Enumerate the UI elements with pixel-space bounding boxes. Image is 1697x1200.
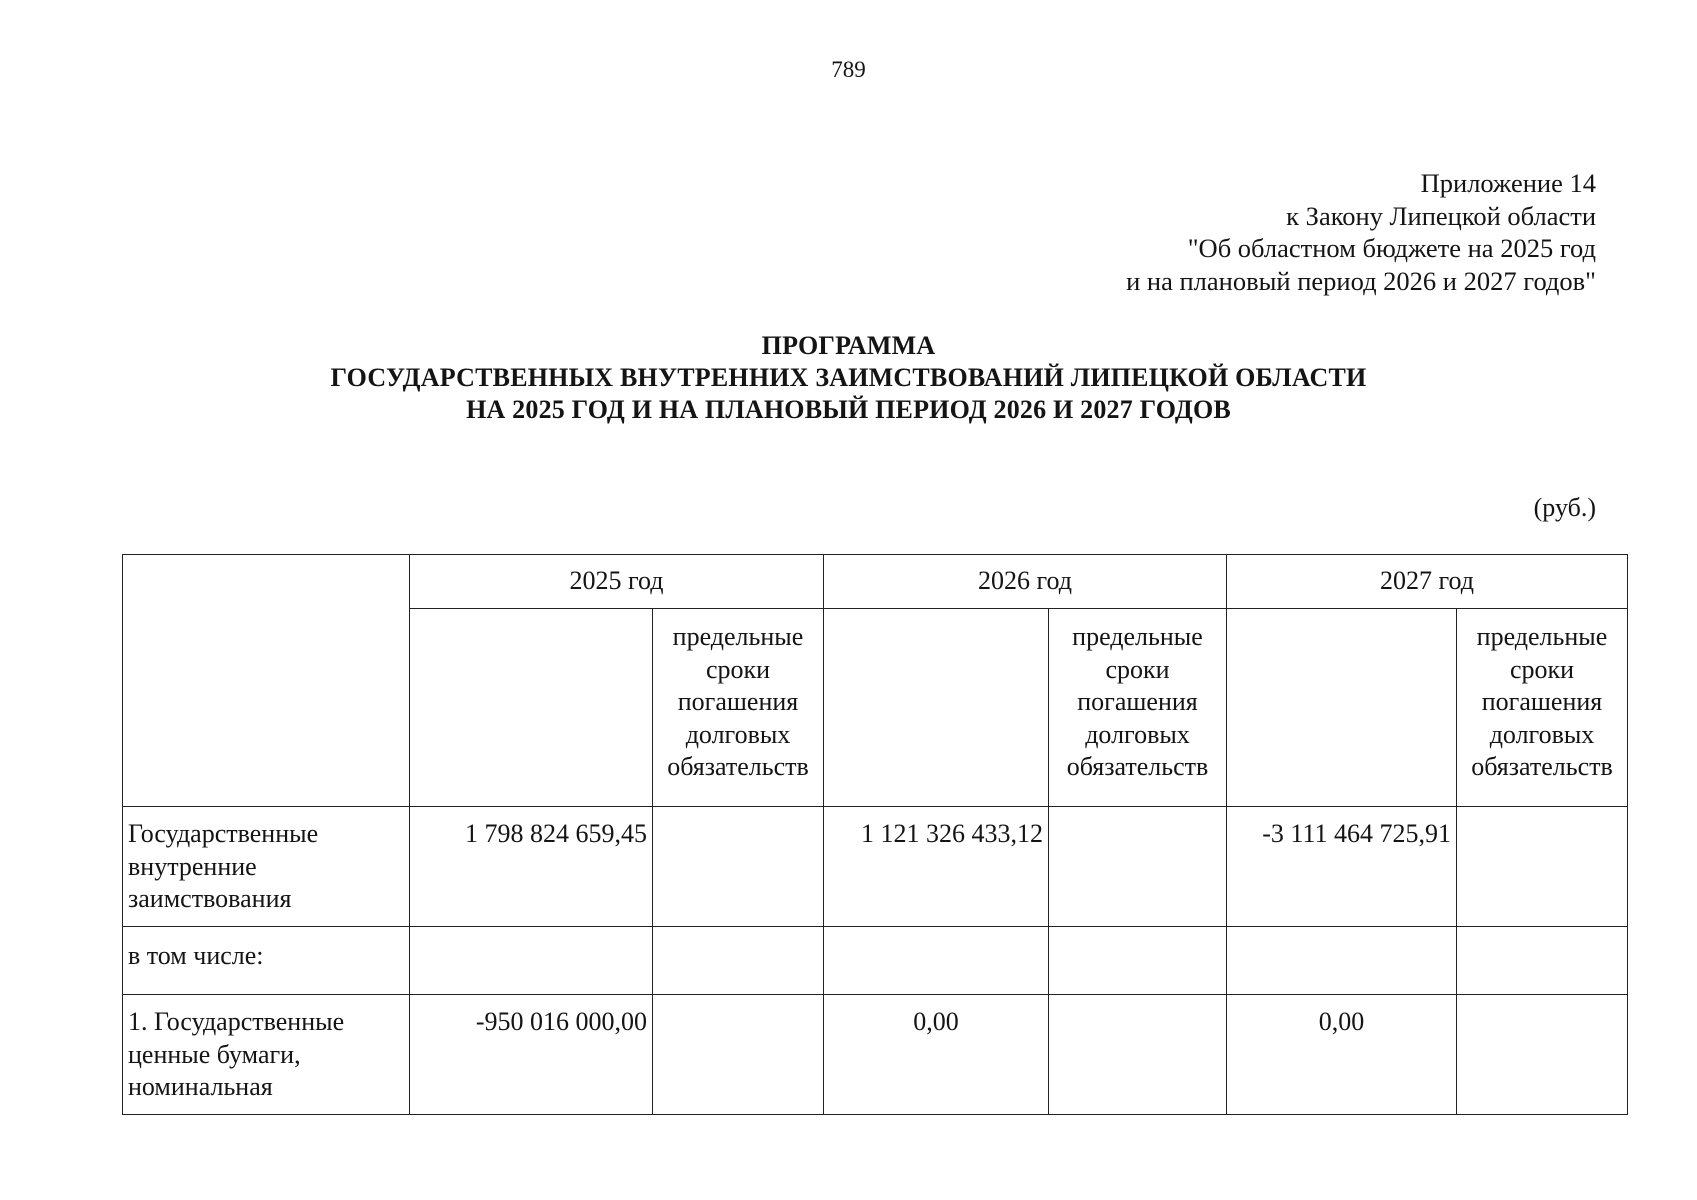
term-2026	[1049, 807, 1227, 927]
term-header-line: долговых	[685, 719, 791, 749]
term-2027	[1457, 927, 1628, 995]
term-header-line: долговых	[1085, 719, 1190, 749]
row-label-line: внутренние	[128, 851, 257, 881]
header-empty-cell	[123, 555, 410, 807]
term-header-line: обязательств	[1471, 752, 1613, 781]
amount-header-cell	[1227, 609, 1457, 807]
table-row	[123, 807, 1628, 927]
row-label-line: номинальная	[128, 1072, 273, 1101]
row-label-line: 1. Государственные	[128, 1007, 345, 1036]
table-row	[123, 927, 1628, 995]
appendix-line: Приложение 14	[1420, 168, 1596, 198]
amount-2026: 1 121 326 433,12	[824, 807, 1049, 927]
appendix-line: "Об областном бюджете на 2025 год	[1187, 233, 1596, 263]
appendix-line: к Закону Липецкой области	[1286, 200, 1596, 231]
row-label-line: в том числе:	[128, 941, 264, 970]
term-header-line: предельные	[1476, 622, 1608, 651]
year-header-2026: 2026 год	[824, 555, 1227, 609]
term-2027	[1457, 995, 1628, 1115]
term-2025	[653, 807, 824, 927]
term-header-line: сроки	[1105, 654, 1170, 684]
page-number: 789	[831, 57, 866, 82]
year-header-2027: 2027 год	[1227, 555, 1628, 609]
term-header-line: погашения	[1077, 687, 1198, 716]
table-header-years	[123, 555, 1628, 609]
term-2026	[1049, 995, 1227, 1115]
row-label-line: ценные бумаги,	[128, 1039, 301, 1069]
currency-units: (руб.)	[1533, 493, 1596, 522]
amount-2025: 1 798 824 659,45	[410, 807, 653, 927]
term-header-cell	[653, 609, 824, 807]
appendix-reference	[1126, 167, 1596, 297]
amount-2027: 0,00	[1227, 995, 1457, 1115]
borrowings-table	[122, 554, 1628, 1115]
row-label	[123, 927, 410, 995]
term-header-line: обязательств	[1066, 752, 1209, 781]
term-2026	[1049, 927, 1227, 995]
amount-2027	[1227, 927, 1457, 995]
term-header-line: предельные	[672, 622, 804, 651]
table-row	[123, 995, 1628, 1115]
title-line: ГОСУДАРСТВЕННЫХ ВНУТРЕННИХ ЗАИМСТВОВАНИЙ ЛИПЕЦКОЙ ОБЛАСТИ	[330, 363, 1367, 392]
term-2025	[653, 995, 824, 1115]
term-header-cell	[1457, 609, 1628, 807]
term-header-line: погашения	[1481, 687, 1603, 716]
amount-2025: -950 016 000,00	[410, 995, 653, 1115]
document-title	[0, 330, 1697, 426]
term-2027	[1457, 807, 1628, 927]
amount-2026	[824, 927, 1049, 995]
year-header-2025: 2025 год	[410, 555, 824, 609]
amount-2027: -3 111 464 725,91	[1227, 807, 1457, 927]
row-label	[123, 995, 410, 1115]
row-label-line: Государственные	[128, 819, 319, 848]
term-header-line: долговых	[1489, 719, 1595, 749]
title-line: ПРОГРАММА	[761, 331, 936, 360]
row-label-line: заимствования	[128, 884, 292, 913]
term-header-line: обязательств	[667, 752, 809, 781]
term-header-line: сроки	[705, 654, 771, 684]
row-label	[123, 807, 410, 927]
amount-2025	[410, 927, 653, 995]
term-header-line: сроки	[1509, 654, 1575, 684]
term-header-line: погашения	[677, 687, 799, 716]
term-header-line: предельные	[1072, 622, 1203, 651]
term-2025	[653, 927, 824, 995]
appendix-line: и на плановый период 2026 и 2027 годов"	[1126, 265, 1596, 296]
amount-2026: 0,00	[824, 995, 1049, 1115]
term-header-cell	[1049, 609, 1227, 807]
amount-header-cell	[824, 609, 1049, 807]
amount-header-cell	[410, 609, 653, 807]
title-line: НА 2025 ГОД И НА ПЛАНОВЫЙ ПЕРИОД 2026 И 2027 ГОДОВ	[466, 395, 1231, 424]
